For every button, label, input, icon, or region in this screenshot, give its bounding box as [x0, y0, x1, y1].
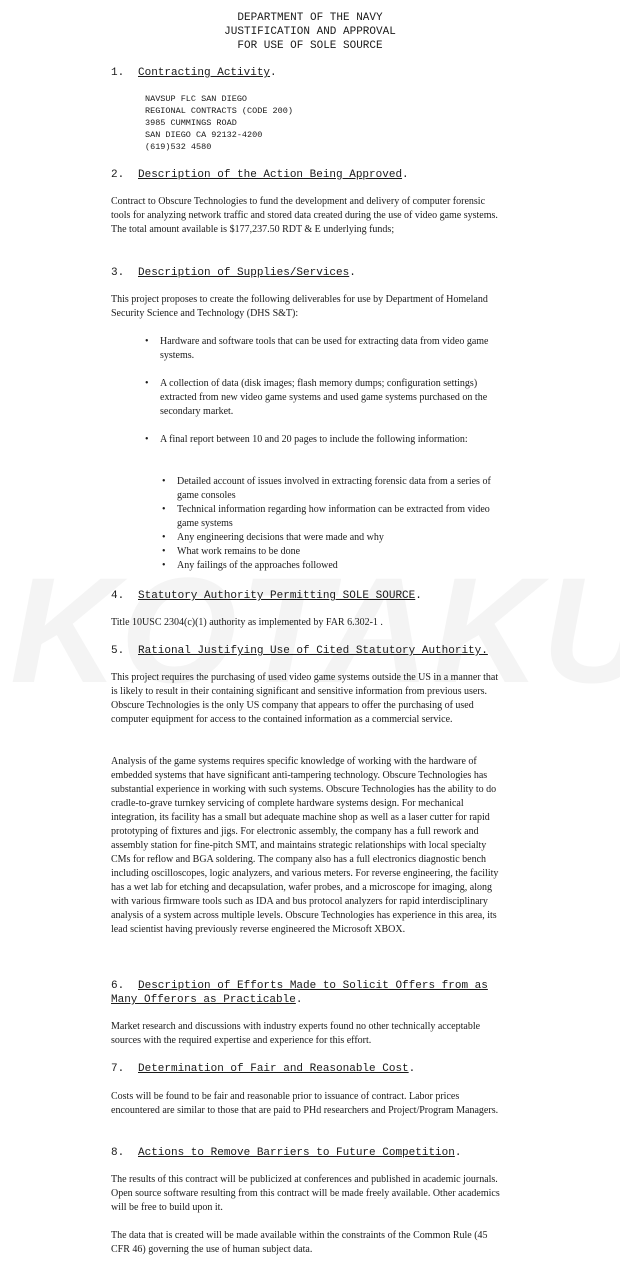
section-title: Contracting Activity [138, 67, 271, 79]
section-title-suffix: . [415, 590, 422, 602]
title-line-3: FOR USE OF SOLE SOURCE [237, 40, 383, 52]
list-item: • A final report between 10 and 20 pages to include the following information: [145, 433, 502, 447]
list-item: • Technical information regarding how information can be extracted from video game systems [162, 503, 502, 531]
section-title: Description of the Action Being Approved [138, 169, 403, 181]
section-5-para-2: Analysis of the game systems requires specific knowledge of working with the hardware of embedded systems that have significant anti-tampering technology. Obscure Technologies has substantial experience in working with such systems. Obscure Technologies has the ability to do cradle-to-grave turnkey servicing of complete hardware systems design. For mechanical integration, its facility has a small but adequate machine shop as well as a laser cutter for rapid prototyping of fixtures and jigs. For electronic assembly, the company has a full rework and assembly station for fine-pitch SMT, and maintains strategic relationships with local specialty CMs for reflow and BGA soldering. The company also has a full electronics diagnostic bench including oscilloscopes, logic analyzers, and various meters. For reverse engineering, the facility has a wet lab for etching and decapsulation, wafer probes, and a microscope for imaging, along with various firmware tools such as IDA and bus protocol analyzers for rapid interdisciplinary analysis of a system across multiple levels. Obscure Technologies has experience in this area, its lead scientist having previously reverse engineered the Microsoft XBOX. [111, 756, 499, 935]
section-title-suffix: . [454, 1147, 462, 1159]
title-line-2: JUSTIFICATION AND APPROVAL [224, 26, 396, 38]
section-4-body: Title 10USC 2304(c)(1) authority as implemented by FAR 6.302-1 . [111, 617, 383, 628]
section-number: 4. [111, 590, 125, 602]
deliverables-list [145, 433, 502, 447]
section-title: Determination of Fair and Reasonable Cost [138, 1063, 409, 1075]
list-item: • Any engineering decisions that were made and why [162, 531, 502, 545]
section-title: Rational Justifying Use of Cited Statutory Authority. [138, 645, 488, 657]
list-item: • Detailed account of issues involved in extracting forensic data from a series of game consoles [162, 475, 502, 503]
address-line: REGIONAL CONTRACTS (CODE 200) [145, 106, 293, 116]
section-5-para-1: This project requires the purchasing of used video game systems outside the US in a manner that is likely to result in their containing significant and sensitive information from previous users. Obscure Technologies is the only US company that appears to offer the purchasing of used computer equipment for access to the contained information as a commercial service. [111, 672, 499, 725]
section-number: 6. [111, 980, 125, 992]
section-title-suffix: . [349, 267, 356, 279]
section-6-body: Market research and discussions with industry experts found no other technically acceptable sources with the required expertise and experience for this effort. [111, 1021, 481, 1046]
report-contents-list [162, 475, 502, 573]
list-item: • Hardware and software tools that can be used for extracting data from video game systems. [145, 335, 502, 363]
deliverables-list [145, 335, 502, 363]
section-2-heading [111, 168, 409, 182]
section-2-body: Contract to Obscure Technologies to fund the development and delivery of computer forensic tools for analyzing network traffic and stored data created during the use of video game systems. The total amount available is $177,237.50 RDT & E underlying funds; [111, 196, 498, 235]
address-line: NAVSUP FLC SAN DIEGO [145, 94, 248, 104]
section-number: 7. [111, 1063, 125, 1075]
section-title-suffix: . [402, 169, 409, 181]
section-8-para-2: The data that is created will be made available within the constraints of the Common Rule (45 CFR 46) governing the use of human subject data. [111, 1230, 488, 1255]
section-title-suffix: . [408, 1063, 416, 1075]
section-3-intro: This project proposes to create the following deliverables for use by Department of Homeland Security Science and Technology (DHS S&T): [111, 294, 488, 319]
list-item: • A collection of data (disk images; flash memory dumps; configuration settings) extracted from new video game systems and used game systems purchased on the secondary market. [145, 377, 502, 419]
section-8-heading [111, 1146, 461, 1160]
section-number: 8. [111, 1147, 125, 1159]
section-4-heading [111, 589, 422, 603]
section-5-heading [111, 644, 488, 658]
section-3-heading [111, 266, 356, 280]
document-title [0, 11, 620, 53]
section-title: Actions to Remove Barriers to Future Competition [138, 1147, 455, 1159]
list-item: • What work remains to be done [162, 545, 502, 559]
list-item: • Any failings of the approaches followed [162, 559, 502, 573]
section-7-heading [111, 1062, 415, 1076]
section-title-suffix: . [270, 67, 277, 79]
section-number: 5. [111, 645, 125, 657]
title-line-1: DEPARTMENT OF THE NAVY [237, 12, 383, 24]
section-number: 1. [111, 67, 125, 79]
section-title: Description of Efforts Made to Solicit Offers from as Many Offerors as Practicable [111, 980, 488, 1006]
section-7-body: Costs will be found to be fair and reasonable prior to issuance of contract. Labor prices encountered are similar to those that are paid to PHd researchers and Project/Program Managers. [111, 1091, 499, 1116]
section-8-para-1: The results of this contract will be publicized at conferences and published in academic journals. Open source software resulting from this contract will be made freely available. Other academics will be free to build upon it. [111, 1174, 500, 1213]
address-line: 3985 CUMMINGS ROAD [145, 118, 237, 128]
section-number: 2. [111, 169, 125, 181]
address-line: (619)532 4580 [145, 142, 212, 152]
deliverables-list [145, 377, 502, 419]
address-line: SAN DIEGO CA 92132-4200 [145, 130, 263, 140]
contracting-address [145, 93, 293, 153]
section-6-heading [111, 979, 506, 1007]
section-1-heading [111, 66, 277, 80]
section-title: Description of Supplies/Services [138, 267, 350, 279]
section-title-suffix: . [295, 994, 303, 1006]
section-title: Statutory Authority Permitting SOLE SOURCE [138, 590, 416, 602]
section-number: 3. [111, 267, 125, 279]
